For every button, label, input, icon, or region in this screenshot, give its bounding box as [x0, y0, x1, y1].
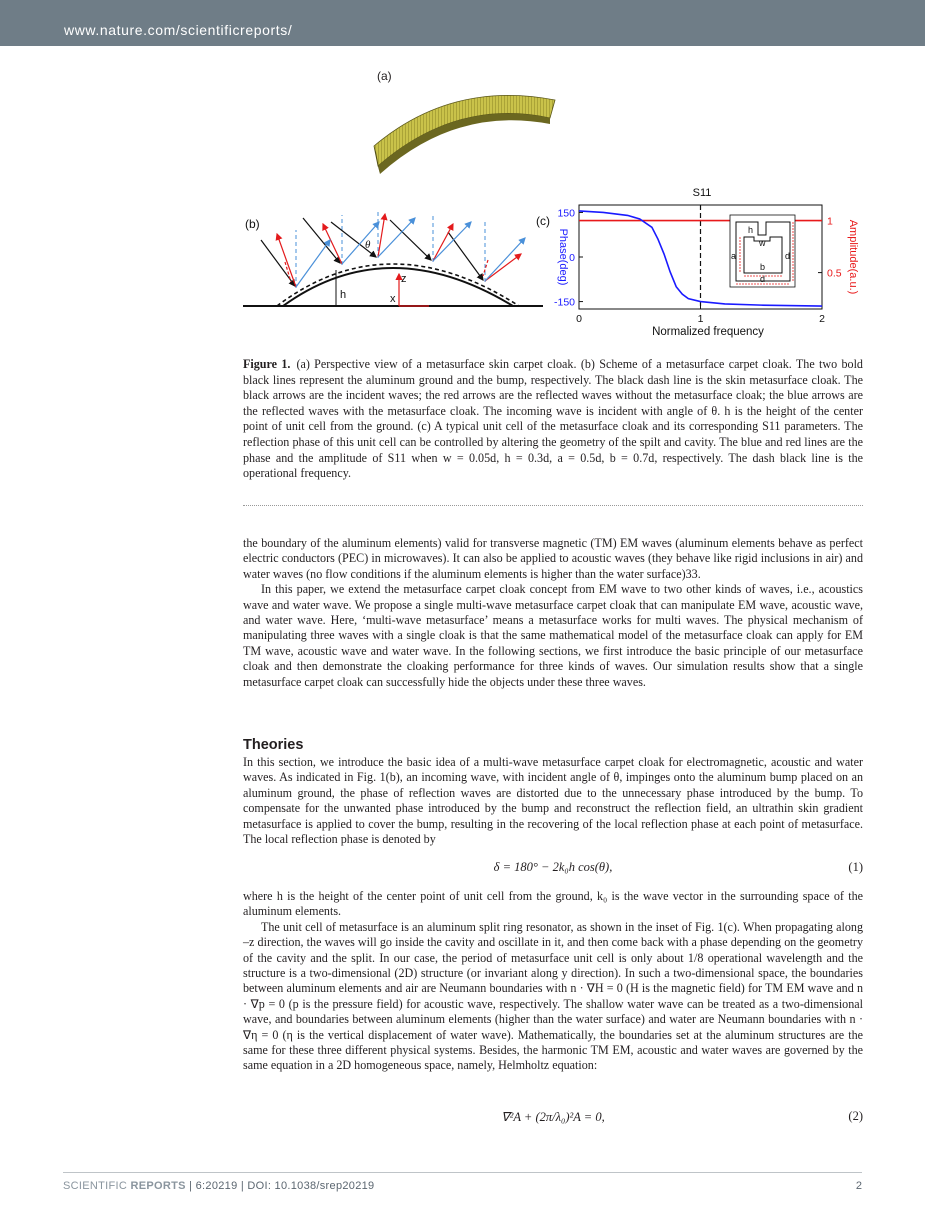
panel-b-label: (b): [245, 217, 260, 231]
left-tick-label: 0: [569, 252, 575, 264]
site-url[interactable]: www.nature.com/scientificreports/: [64, 22, 293, 38]
body-unit-cell: [243, 889, 863, 1074]
equation-2-number: (2): [848, 1109, 863, 1123]
journal-name-bold: REPORTS: [130, 1180, 186, 1192]
caption-divider: [243, 505, 863, 506]
paragraph-4: where h is the height of the center point of unit cell from the ground, k₀ is the wave vector in the surrounding space of the aluminum elements.: [243, 889, 863, 919]
panel-c-s11-chart: [534, 185, 874, 340]
section-heading-theories: Theories: [243, 737, 304, 753]
right-axis-label: Amplitude(a.u.): [847, 219, 859, 295]
panel-b-theta: θ: [365, 239, 371, 251]
unit-cell-inset: [730, 215, 795, 287]
panel-b-h: h: [340, 289, 347, 301]
x-tick-label: 2: [819, 313, 825, 325]
inset-d-bottom: d: [760, 274, 766, 284]
inset-d-right: d: [785, 251, 791, 261]
left-tick-label: -150: [553, 296, 575, 309]
journal-name-light: SCIENTIFIC: [63, 1180, 128, 1192]
panel-b-x: x: [390, 293, 396, 305]
right-tick-label: 0.5: [827, 267, 842, 280]
paragraph-1: the boundary of the aluminum elements) valid for transverse magnetic (TM) EM waves (aluminum elements behave as perfect electric conductors (PEC) in microwaves). It can also be applied to acoustic waves (they behave like rigid inclusions in air) and water waves (no flow conditions if the aluminum elements is higher than the water surface)33.: [243, 536, 863, 581]
left-tick-label: 150: [557, 207, 575, 220]
page-number: 2: [855, 1180, 862, 1192]
panel-b-z: z: [401, 273, 407, 285]
top-bar: [0, 0, 925, 46]
panel-a-label: (a): [377, 69, 392, 83]
panel-a-cloak-surface: [372, 88, 557, 180]
x-axis-label: Normalized frequency: [652, 326, 764, 338]
body-theories: [243, 755, 863, 847]
x-tick-label: 1: [697, 313, 704, 325]
doi-reference[interactable]: | 6:20219 | DOI: 10.1038/srep20219: [189, 1180, 375, 1192]
equation-2-expr: ∇²A + (2π/λ₀)²A = 0,: [501, 1110, 605, 1124]
inset-b: b: [760, 262, 766, 272]
chart-title: S11: [692, 187, 712, 199]
panel-b-scheme: [243, 210, 543, 322]
paragraph-2: In this paper, we extend the metasurface carpet cloak concept from EM wave to two other kinds of waves, i.e., acoustics wave and water wave. We propose a single multi-wave metasurface carpet cloak that can manipulate EM wave, acoustic wave, and water wave. Here, ‘multi-wave metasurface’ means a metasurface works for multi waves. The physical mechanism of manipulating three waves with a single cloak is that the same mathematical model of the metasurface cloak can apply for EM TM wave, acoustic wave and water wave. In the following sections, we first introduce the basic principle of our metasurface cloak and then demonstrate the cloaking performance for three kinds of waves. Our simulation results show that a single metasurface carpet cloak can successfully hide the objects under these three waves.: [243, 582, 863, 689]
equation-1-expr: δ = 180° − 2k₀h cos(θ),: [493, 860, 613, 874]
equation-1-number: (1): [848, 860, 863, 874]
paragraph-3: In this section, we introduce the basic idea of a multi-wave metasurface carpet cloak for electromagnetic, acoustic and water waves. As indicated in Fig. 1(b), an incoming wave, with incident angle of θ, impinges onto the aluminum bump placed on an aluminum ground, the phase of reflection waves are distorted due to the unnecessary phase introduced by the bump. To compensate for the unwanted phase introduced by the bump and reconstruct the reflection field, an ultrathin skin gradient metasurface is applied to cover the bump, resulting in the recovering of the local reflection phase at each point of metasurface. The local reflection phase is denoted by: [243, 755, 863, 847]
panel-c-label: (c): [536, 214, 550, 228]
paragraph-5: The unit cell of metasurface is an aluminum split ring resonator, as shown in the inset of Fig. 1(c). When propagating along –z direction, the waves will go inside the cavity and oscillate in it, and then come back with a phase depending on the geometry of the cavity and the split. In our case, the period of metasurface unit cell is only about 1/8 operational wavelength and the structure is a two-dimensional (2D) structure (or invariant along y direction). In such a two-dimensional space, the boundaries between aluminum elements and air are Neumann boundaries with n · ∇H = 0 (H is the magnetic field) for TM EM wave and n · ∇p = 0 (p is the pressure field) for acoustic wave, respectively. The shallow water wave can be treated as a two-dimensional wave, and boundaries between aluminum elements (higher than the water surface) and water are Neumann boundaries with n · ∇η = 0 (η is the vertical displacement of water wave). Mathematically, the boundaries set at the aluminum structures are the same for these three different physical systems. Besides, the harmonic TM EM, acoustic and water waves are governed by the same equation in a 2D homogeneous space, namely, Helmholtz equation:: [243, 919, 863, 1073]
footer-divider: [63, 1172, 862, 1173]
inset-w: w: [759, 238, 766, 248]
right-tick-label: 1: [827, 215, 833, 228]
caption-lead: Figure 1.: [243, 357, 291, 371]
left-axis-label: Phase(deg): [557, 228, 569, 286]
caption-text: (a) Perspective view of a metasurface skin carpet cloak. (b) Scheme of a metasurface carpet cloak. The two bold black lines represent the aluminum ground and the bump, respectively. The black dash line is the skin metasurface cloak. The black arrows are the incident waves; the red arrows are the reflected waves without the metasurface cloak; the blue arrows are the reflected waves with the metasurface cloak. The incoming wave is incident with angle of θ. h is the height of the center point of unit cell from the ground. (c) A typical unit cell of the metasurface cloak and its corresponding S11 parameters. The reflection phase of this unit cell can be controlled by altering the geometry of the spilt and cavity. The blue and red lines are the phase and the amplitude of S11 when w = 0.05d, h = 0.3d, a = 0.5d, b = 0.7d, respectively. The dash black line is the operational frequency.: [243, 357, 863, 481]
x-tick-label: 0: [576, 313, 582, 325]
body-intro: [243, 536, 863, 690]
footer-citation: [63, 1180, 374, 1192]
figure-caption: [243, 357, 863, 482]
inset-h: h: [748, 225, 754, 235]
inset-a: a: [731, 251, 737, 261]
